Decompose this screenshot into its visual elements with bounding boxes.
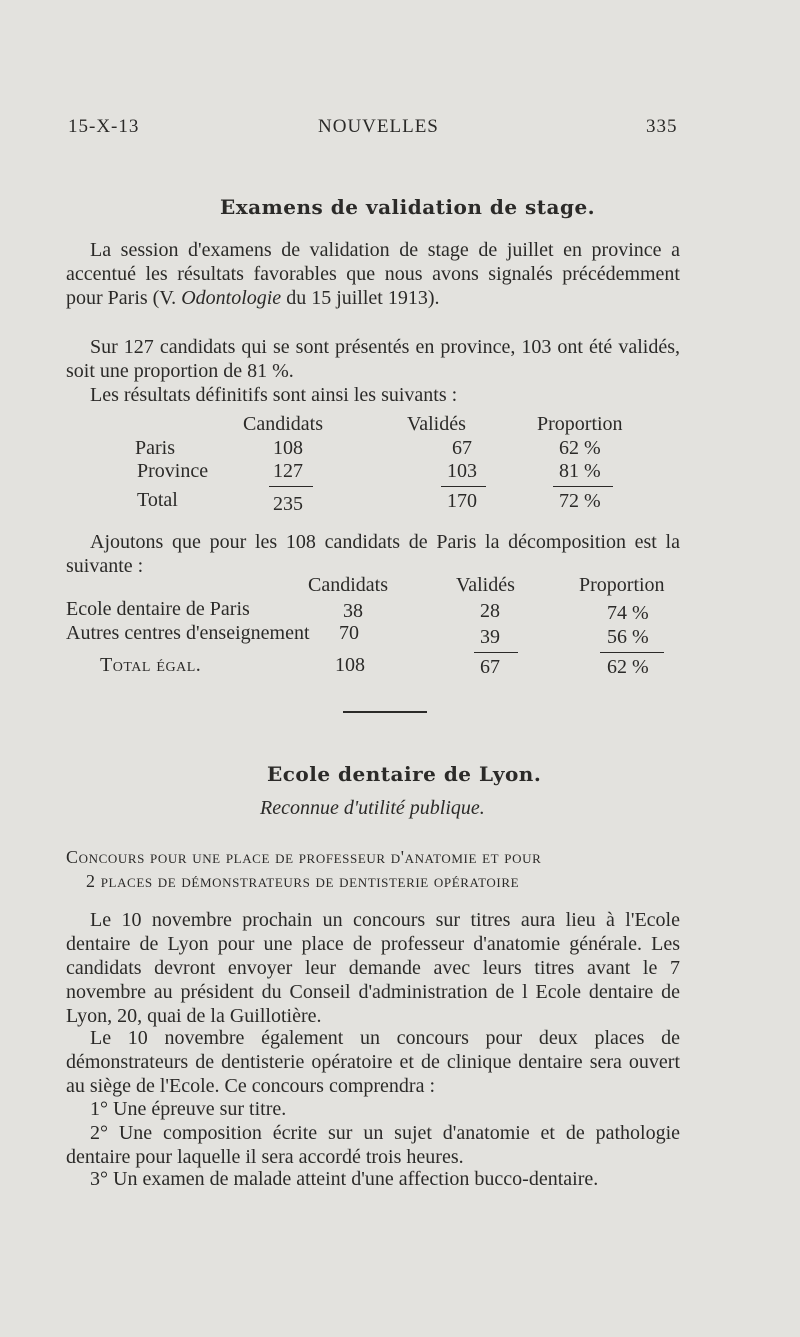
table1-cell: 108 bbox=[273, 437, 303, 459]
table1-cell: 62 % bbox=[559, 437, 601, 459]
article1-paragraph-4: Ajoutons que pour les 108 candidats de Paris la décomposition est la suivante : bbox=[66, 531, 680, 577]
table1-header: Proportion bbox=[537, 413, 623, 435]
table2-header: Candidats bbox=[308, 574, 388, 596]
article2-list-item-1: 1° Une épreuve sur titre. bbox=[90, 1098, 287, 1120]
table2-header: Validés bbox=[456, 574, 515, 596]
table2-cell: Total égal. bbox=[100, 654, 202, 676]
table2-cell: 39 bbox=[480, 626, 500, 648]
table1-cell: 103 bbox=[447, 460, 477, 482]
table2-sum-rule bbox=[474, 652, 518, 653]
header-section: NOUVELLES bbox=[318, 116, 439, 137]
article2-heading-line-2: 2 places de démonstrateurs de dentisterie opératoire bbox=[86, 871, 520, 891]
table2-cell: 62 % bbox=[607, 656, 649, 678]
table2-cell: 74 % bbox=[607, 602, 649, 624]
table1-cell: Province bbox=[137, 460, 209, 482]
article2-heading-line-1: Concours pour une place de professeur d'anatomie et pour bbox=[66, 847, 542, 867]
table2-cell: 70 bbox=[339, 622, 359, 644]
table1-cell: 81 % bbox=[559, 460, 601, 482]
table2-cell: 108 bbox=[335, 654, 365, 676]
table2-cell: 28 bbox=[480, 600, 500, 622]
article2-paragraph-1: Le 10 novembre prochain un concours sur titres aura lieu à l'Ecole dentaire de Lyon pour une place de professeur d'anatomie générale. Les candidats devront envoyer leur demande avec leurs titres avant le 7 novembre au président du Conseil d'administration de l Ecole dentaire de Lyon, 20, quai de la Guillotière. bbox=[66, 909, 680, 1027]
table2-sum-rule bbox=[600, 652, 664, 653]
table1-sum-rule bbox=[553, 486, 613, 487]
table1-cell: Total bbox=[137, 489, 178, 511]
article1-p1-text-end: du 15 juillet 1913). bbox=[281, 287, 440, 309]
table2-cell: Autres centres d'enseignement bbox=[66, 622, 310, 644]
table1-cell: 170 bbox=[447, 490, 477, 512]
table1-cell: Paris bbox=[135, 437, 175, 459]
article1-p1-text: La session d'examens de validation de stage de juillet en province a accentué les résultats favorables que nous avons signalés précédemment pour Paris (V. bbox=[66, 239, 680, 309]
section-divider bbox=[343, 711, 427, 713]
table1-sum-rule bbox=[441, 486, 486, 487]
table1-sum-rule bbox=[269, 486, 313, 487]
article1-p1-journal: Odontologie bbox=[181, 287, 282, 309]
article2-list-item-3: 3° Un examen de malade atteint d'une affection bucco-dentaire. bbox=[90, 1168, 599, 1190]
table1-cell: 72 % bbox=[559, 490, 601, 512]
table2-cell: Ecole dentaire de Paris bbox=[66, 598, 250, 620]
article1-paragraph-1 bbox=[66, 238, 680, 310]
table2-cell: 67 bbox=[480, 656, 500, 678]
table1-header: Candidats bbox=[243, 413, 323, 435]
article2-subtitle: Reconnue d'utilité publique. bbox=[260, 797, 485, 819]
table1-cell: 235 bbox=[273, 493, 303, 515]
table1-cell: 67 bbox=[452, 437, 472, 459]
table2-header: Proportion bbox=[579, 574, 665, 596]
table2-cell: 38 bbox=[343, 600, 363, 622]
article2-list-item-2: 2° Une composition écrite sur un sujet d'anatomie et de pathologie dentaire pour laquelle il sera accordé trois heures. bbox=[66, 1122, 680, 1168]
header-date: 15-X-13 bbox=[68, 116, 140, 137]
table1-header: Validés bbox=[407, 413, 466, 435]
article2-title: Ecole dentaire de Lyon. bbox=[267, 762, 542, 786]
article2-paragraph-2: Le 10 novembre également un concours pour deux places de démonstrateurs de dentisterie opératoire et de clinique dentaire sera ouvert au siège de l'Ecole. Ce concours comprendra : bbox=[66, 1027, 680, 1097]
article1-paragraph-2: Sur 127 candidats qui se sont présentés en province, 103 ont été validés, soit une proportion de 81 %. bbox=[66, 336, 680, 382]
article1-paragraph-3: Les résultats définitifs sont ainsi les suivants : bbox=[90, 384, 458, 406]
table1-cell: 127 bbox=[273, 460, 303, 482]
header-page-number: 335 bbox=[646, 116, 678, 137]
article1-title: Examens de validation de stage. bbox=[220, 195, 596, 219]
table2-cell: 56 % bbox=[607, 626, 649, 648]
